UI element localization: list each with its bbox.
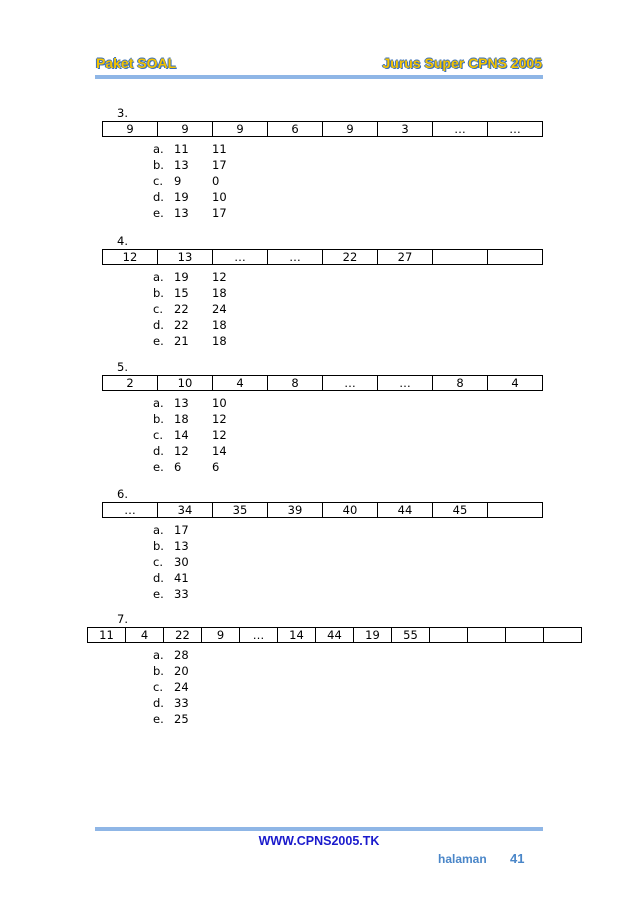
header-rule — [95, 75, 543, 79]
option-letter: d. — [153, 190, 164, 204]
sequence-cell — [488, 250, 543, 265]
sequence-cell: 44 — [378, 503, 433, 518]
answer-option — [153, 141, 227, 157]
option-value: 12 — [212, 412, 227, 426]
option-letter: b. — [153, 539, 164, 553]
option-value: 17 — [212, 158, 227, 172]
sequence-cell: … — [488, 122, 543, 137]
option-value: 17 — [174, 523, 189, 537]
answer-option — [153, 411, 227, 427]
option-letter: a. — [153, 396, 164, 410]
option-value: 18 — [212, 286, 227, 300]
answer-options — [153, 522, 212, 602]
option-letter: c. — [153, 680, 163, 694]
answer-option — [153, 301, 227, 317]
option-value: 24 — [212, 302, 227, 316]
page-label: halaman — [438, 852, 487, 866]
sequence-cell — [433, 250, 488, 265]
sequence-cell: 4 — [488, 376, 543, 391]
answer-option — [153, 647, 212, 663]
option-value: 13 — [174, 396, 189, 410]
option-value: 21 — [174, 334, 189, 348]
question-number: 6. — [117, 487, 128, 501]
option-value: 14 — [174, 428, 189, 442]
sequence-cell — [468, 628, 506, 643]
sequence-cell: 9 — [202, 628, 240, 643]
answer-option — [153, 443, 227, 459]
option-value: 22 — [174, 318, 189, 332]
sequence-cell: 40 — [323, 503, 378, 518]
sequence-cell — [544, 628, 582, 643]
question-number: 3. — [117, 106, 128, 120]
sequence-table — [102, 502, 543, 518]
option-value: 9 — [174, 174, 182, 188]
sequence-cell: … — [103, 503, 158, 518]
option-letter: b. — [153, 664, 164, 678]
option-value: 20 — [174, 664, 189, 678]
option-letter: c. — [153, 555, 163, 569]
sequence-cell — [430, 628, 468, 643]
sequence-cell: 22 — [164, 628, 202, 643]
answer-option — [153, 395, 227, 411]
sequence-cell: 22 — [323, 250, 378, 265]
answer-option — [153, 586, 212, 602]
option-value: 13 — [174, 539, 189, 553]
answer-option — [153, 333, 227, 349]
page-number: 41 — [510, 851, 525, 866]
answer-option — [153, 427, 227, 443]
sequence-cell: 4 — [213, 376, 268, 391]
option-letter: d. — [153, 318, 164, 332]
sequence-cell: … — [433, 122, 488, 137]
answer-option — [153, 695, 212, 711]
option-value: 25 — [174, 712, 189, 726]
sequence-cell: … — [378, 376, 433, 391]
option-value: 0 — [212, 174, 220, 188]
sequence-cell: 9 — [213, 122, 268, 137]
sequence-cell: 3 — [378, 122, 433, 137]
question-number: 5. — [117, 360, 128, 374]
option-value: 33 — [174, 587, 189, 601]
sequence-row — [103, 503, 543, 518]
option-letter: a. — [153, 270, 164, 284]
option-value: 24 — [174, 680, 189, 694]
sequence-cell: 35 — [213, 503, 268, 518]
option-value: 12 — [174, 444, 189, 458]
sequence-cell: … — [268, 250, 323, 265]
sequence-cell: 27 — [378, 250, 433, 265]
option-letter: e. — [153, 334, 164, 348]
answer-option — [153, 459, 227, 475]
sequence-cell — [506, 628, 544, 643]
sequence-cell: 44 — [316, 628, 354, 643]
answer-option — [153, 711, 212, 727]
sequence-row — [88, 628, 582, 643]
option-value: 11 — [174, 142, 189, 156]
option-value: 19 — [174, 270, 189, 284]
answer-option — [153, 317, 227, 333]
option-value: 6 — [212, 460, 220, 474]
option-letter: b. — [153, 158, 164, 172]
sequence-table — [102, 121, 543, 137]
option-value: 15 — [174, 286, 189, 300]
answer-option — [153, 522, 212, 538]
answer-options — [153, 647, 212, 727]
option-letter: a. — [153, 648, 164, 662]
sequence-cell: 4 — [126, 628, 164, 643]
option-letter: b. — [153, 286, 164, 300]
sequence-cell: … — [323, 376, 378, 391]
option-value: 28 — [174, 648, 189, 662]
option-letter: e. — [153, 587, 164, 601]
sequence-cell: 12 — [103, 250, 158, 265]
answer-option — [153, 285, 227, 301]
sequence-row — [103, 122, 543, 137]
sequence-cell: 34 — [158, 503, 213, 518]
answer-option — [153, 538, 212, 554]
sequence-cell: 55 — [392, 628, 430, 643]
sequence-cell: 14 — [278, 628, 316, 643]
option-value: 10 — [212, 396, 227, 410]
sequence-cell: 9 — [323, 122, 378, 137]
option-letter: e. — [153, 206, 164, 220]
sequence-cell: 10 — [158, 376, 213, 391]
option-value: 10 — [212, 190, 227, 204]
sequence-cell: 8 — [433, 376, 488, 391]
option-letter: e. — [153, 460, 164, 474]
sequence-table — [87, 627, 582, 643]
option-value: 18 — [174, 412, 189, 426]
option-letter: e. — [153, 712, 164, 726]
option-letter: a. — [153, 523, 164, 537]
answer-option — [153, 570, 212, 586]
sequence-cell: 39 — [268, 503, 323, 518]
option-letter: d. — [153, 696, 164, 710]
answer-option — [153, 189, 227, 205]
option-letter: c. — [153, 302, 163, 316]
option-value: 17 — [212, 206, 227, 220]
sequence-cell: … — [213, 250, 268, 265]
question-number: 7. — [117, 612, 128, 626]
answer-option — [153, 663, 212, 679]
answer-options — [153, 269, 227, 349]
option-value: 6 — [174, 460, 182, 474]
sequence-cell: 11 — [88, 628, 126, 643]
option-value: 13 — [174, 206, 189, 220]
header-right-title: Jurus Super CPNS 2005 — [382, 55, 542, 71]
answer-option — [153, 205, 227, 221]
sequence-table — [102, 249, 543, 265]
footer-url: WWW.CPNS2005.TK — [258, 834, 380, 848]
option-letter: a. — [153, 142, 164, 156]
answer-option — [153, 554, 212, 570]
sequence-cell: 19 — [354, 628, 392, 643]
sequence-cell: 9 — [158, 122, 213, 137]
option-letter: c. — [153, 174, 163, 188]
sequence-row — [103, 250, 543, 265]
option-value: 30 — [174, 555, 189, 569]
sequence-table — [102, 375, 543, 391]
answer-option — [153, 173, 227, 189]
sequence-cell: 2 — [103, 376, 158, 391]
answer-option — [153, 269, 227, 285]
sequence-cell: … — [240, 628, 278, 643]
sequence-cell: 13 — [158, 250, 213, 265]
answer-options — [153, 395, 227, 475]
option-value: 12 — [212, 428, 227, 442]
option-value: 12 — [212, 270, 227, 284]
question-number: 4. — [117, 234, 128, 248]
option-letter: d. — [153, 571, 164, 585]
answer-options — [153, 141, 227, 221]
sequence-cell: 45 — [433, 503, 488, 518]
option-value: 11 — [212, 142, 227, 156]
sequence-cell — [488, 503, 543, 518]
answer-option — [153, 157, 227, 173]
option-value: 14 — [212, 444, 227, 458]
header-left-title: Paket SOAL — [96, 55, 177, 71]
sequence-cell: 8 — [268, 376, 323, 391]
sequence-row — [103, 376, 543, 391]
option-value: 33 — [174, 696, 189, 710]
option-value: 13 — [174, 158, 189, 172]
option-letter: d. — [153, 444, 164, 458]
option-letter: c. — [153, 428, 163, 442]
footer-rule — [95, 827, 543, 831]
option-value: 22 — [174, 302, 189, 316]
option-value: 19 — [174, 190, 189, 204]
sequence-cell: 9 — [103, 122, 158, 137]
answer-option — [153, 679, 212, 695]
sequence-cell: 6 — [268, 122, 323, 137]
option-value: 18 — [212, 334, 227, 348]
option-value: 41 — [174, 571, 189, 585]
option-letter: b. — [153, 412, 164, 426]
option-value: 18 — [212, 318, 227, 332]
